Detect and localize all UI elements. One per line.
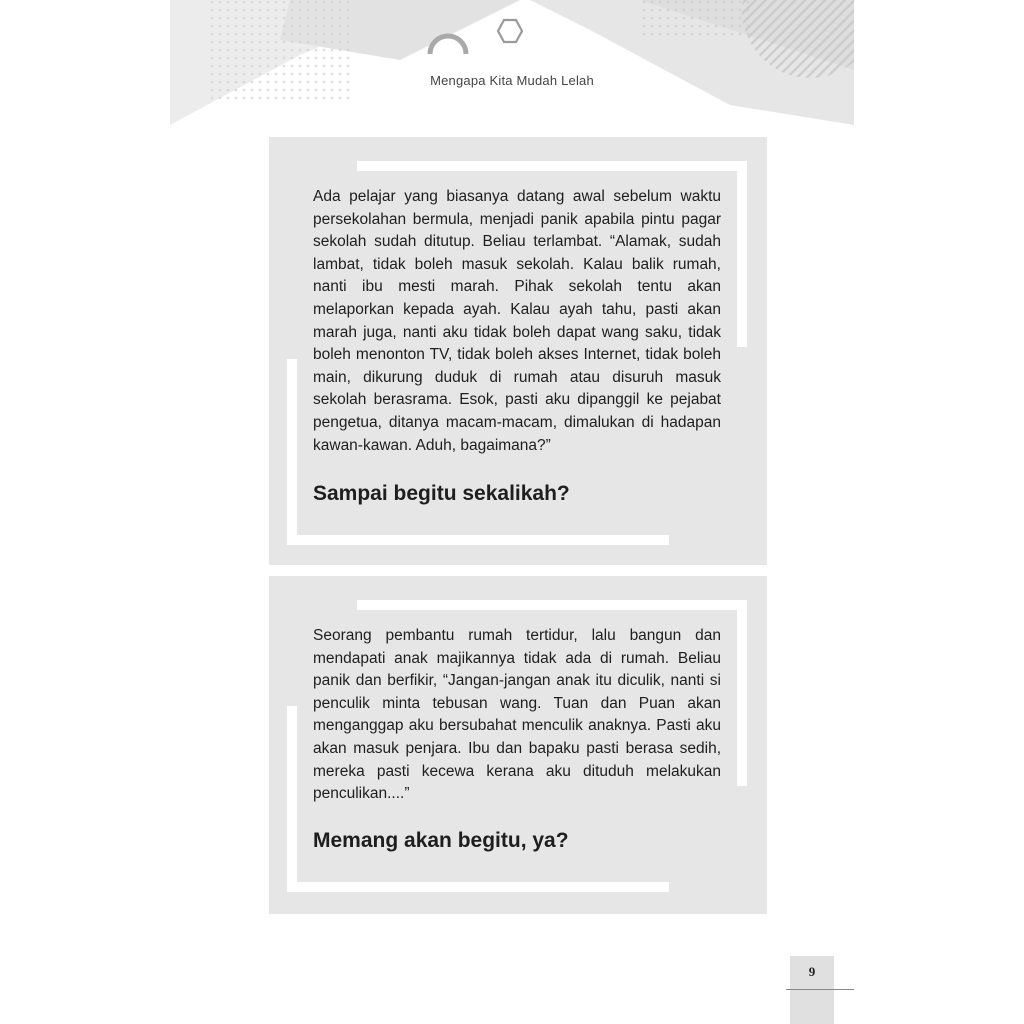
- frame-left: [287, 359, 297, 545]
- header-decoration: [170, 0, 854, 130]
- frame-top: [357, 600, 747, 610]
- story-paragraph: Ada pelajar yang biasanya datang awal sebelum waktu persekolahan bermula, menjadi panik apabila pintu pagar sekolah sudah ditutup. Beliau terlambat. “Alamak, sudah lambat, tidak boleh masuk sekolah. Kalau balik rumah, nanti ibu mesti marah. Pihak sekolah tentu akan melaporkan kepada ayah. Kalau ayah tahu, pasti akan marah juga, nanti aku tidak boleh dapat wang saku, tidak boleh menonton TV, tidak boleh akses Internet, tidak boleh main, dikurung duduk di rumah atau disuruh masuk sekolah berasrama. Esok, pasti aku dipanggil ke pejabat pengetua, ditanya macam-macam, dimalukan di hadapan kawan-kawan. Aduh, bagaimana?”: [313, 188, 721, 454]
- frame-bottom: [287, 882, 669, 892]
- frame-top: [357, 161, 747, 171]
- story-box-2: [269, 576, 767, 914]
- running-title: Mengapa Kita Mudah Lelah: [430, 73, 594, 88]
- frame-left: [287, 706, 297, 892]
- question-heading: Sampai begitu sekalikah?: [313, 482, 570, 505]
- question-heading: Memang akan begitu, ya?: [313, 829, 569, 852]
- frame-right: [737, 600, 747, 786]
- frame-right: [737, 161, 747, 347]
- page-number: 9: [808, 964, 816, 979]
- story-paragraph: Seorang pembantu rumah tertidur, lalu bangun dan mendapati anak majikannya tidak ada di rumah. Beliau panik dan berfikir, “Jangan-jangan anak itu diculik, nanti si penculik minta tebusan wang. Tuan dan Puan akan menganggap aku bersubahat menculik anaknya. Pasti aku akan masuk penjara. Ibu dan bapaku pasti berasa sedih, mereka pasti kecewa kerana aku dituduh melakukan penculikan....”: [313, 627, 721, 803]
- frame-bottom: [287, 535, 669, 545]
- book-page: [170, 0, 854, 1024]
- page-number-rule: [786, 989, 854, 990]
- story-box-1: [269, 137, 767, 565]
